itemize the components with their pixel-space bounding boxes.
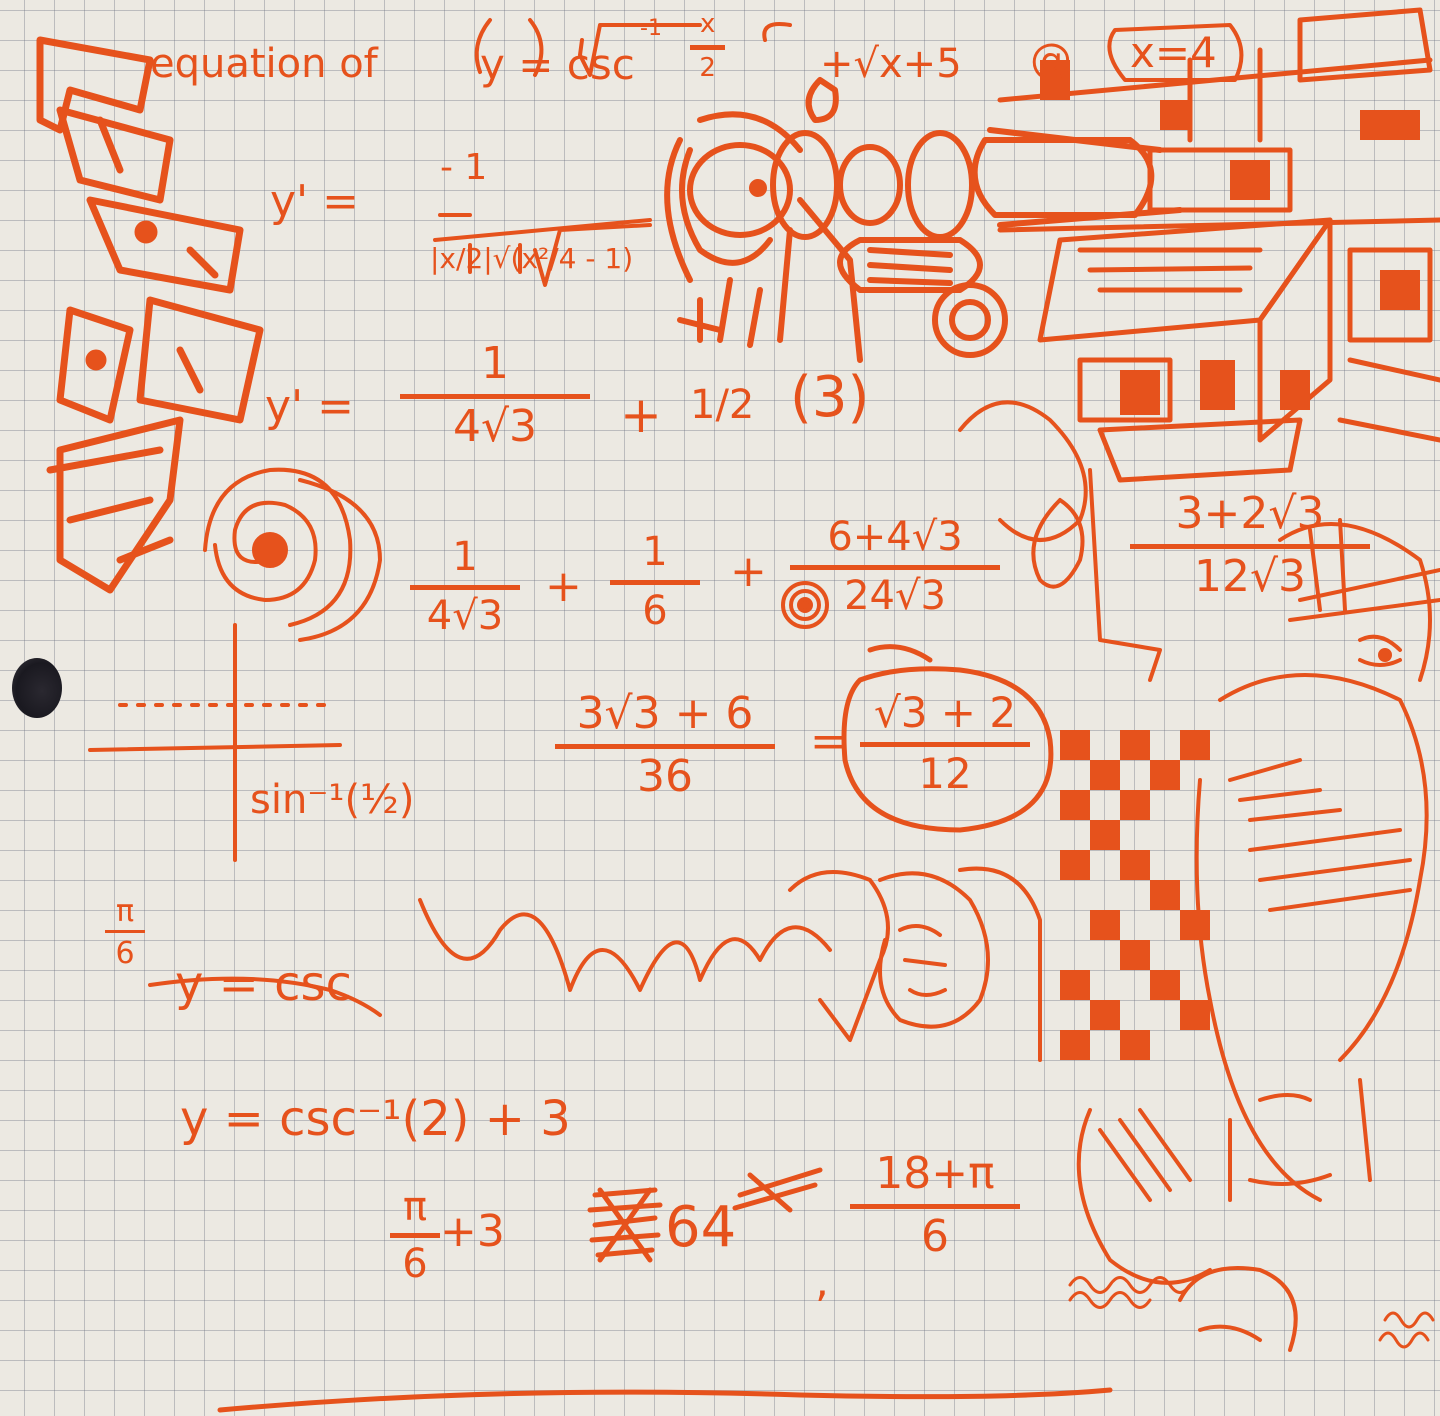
equation-label: equation of — [150, 41, 378, 87]
simplified-fraction — [555, 690, 775, 802]
step2-term1 — [400, 340, 590, 452]
checkerboard-column — [1060, 730, 1210, 1060]
step2-term1-num: 1 — [400, 340, 590, 399]
sum-plus1: + — [545, 561, 582, 612]
evaluation-comma: , — [815, 1256, 829, 1307]
graffiti-tag-drawing — [40, 40, 260, 590]
pi-over-6-note — [105, 895, 145, 970]
step2-term2-coef: 1/2 — [690, 382, 755, 428]
sum-term2 — [610, 530, 700, 633]
equation-function: y = csc — [480, 40, 635, 89]
pi-over-6-den: 6 — [115, 936, 135, 971]
unit-circle-axes — [90, 625, 340, 860]
arcsin-label: sin⁻¹(½) — [250, 777, 415, 823]
sum-term2-num: 1 — [610, 530, 700, 585]
heading-arg-den: 2 — [699, 52, 716, 83]
spiral-swirl — [205, 470, 380, 640]
inverse-mark: -1 — [640, 16, 662, 41]
sum-term1-num: 1 — [410, 535, 520, 590]
sum-term4 — [1130, 490, 1370, 602]
final-answer-fraction — [850, 1150, 1020, 1262]
heading-at-sign: @ — [1030, 34, 1072, 83]
heading-root-term: +√x+5 — [820, 41, 962, 87]
evaluation-sum-plus: +3 — [440, 1206, 505, 1257]
sum-term2-den: 6 — [642, 588, 668, 634]
capsule-doodles — [667, 80, 1180, 360]
face-sketch-large — [1079, 675, 1427, 1350]
boxed-answer-num: √3 + 2 — [860, 690, 1030, 747]
sum-term4-num: 3+2√3 — [1130, 490, 1370, 549]
bottom-line — [220, 1390, 1110, 1410]
boxed-answer — [860, 690, 1030, 797]
final-answer-num: 18+π — [850, 1150, 1020, 1209]
final-answer-den: 6 — [921, 1211, 949, 1263]
evaluation-scribble-text: 64 — [665, 1195, 737, 1260]
step1-lhs: y' = — [270, 176, 359, 227]
step1-numerator: - 1 — [440, 147, 488, 188]
heading-point: x=4 — [1130, 28, 1217, 77]
pi-over-6-num: π — [105, 895, 145, 933]
boxed-answer-den: 12 — [918, 749, 972, 799]
evaluation-sum-num: π — [390, 1185, 440, 1238]
step2-lhs: y' = — [265, 381, 354, 432]
simplified-equals: = — [810, 716, 847, 767]
sum-term3 — [790, 515, 1000, 618]
simplified-den: 36 — [637, 751, 693, 803]
sum-term4-den: 12√3 — [1193, 551, 1307, 603]
simplified-num: 3√3 + 6 — [555, 690, 775, 749]
evaluation-line1: y = csc — [175, 956, 352, 1012]
step2-plus: + — [620, 386, 662, 444]
step2-term1-den: 4√3 — [452, 401, 538, 453]
heading-arg-num: x — [690, 10, 725, 50]
evaluation-line2: y = csc⁻¹(2) + 3 — [180, 1091, 571, 1147]
evaluation-sum-fraction — [390, 1185, 440, 1286]
sum-term1 — [410, 535, 520, 638]
step1-denominator: |x/2|√(x²/4 - 1) — [430, 242, 634, 275]
sum-term3-den: 24√3 — [844, 573, 946, 619]
heading-argument-fraction — [690, 10, 725, 82]
sum-plus2: + — [730, 546, 767, 597]
step2-term2-arg: (3) — [790, 365, 870, 430]
evaluation-sum-den: 6 — [402, 1241, 428, 1287]
sum-term3-num: 6+4√3 — [790, 515, 1000, 570]
sum-term1-den: 4√3 — [426, 593, 504, 639]
